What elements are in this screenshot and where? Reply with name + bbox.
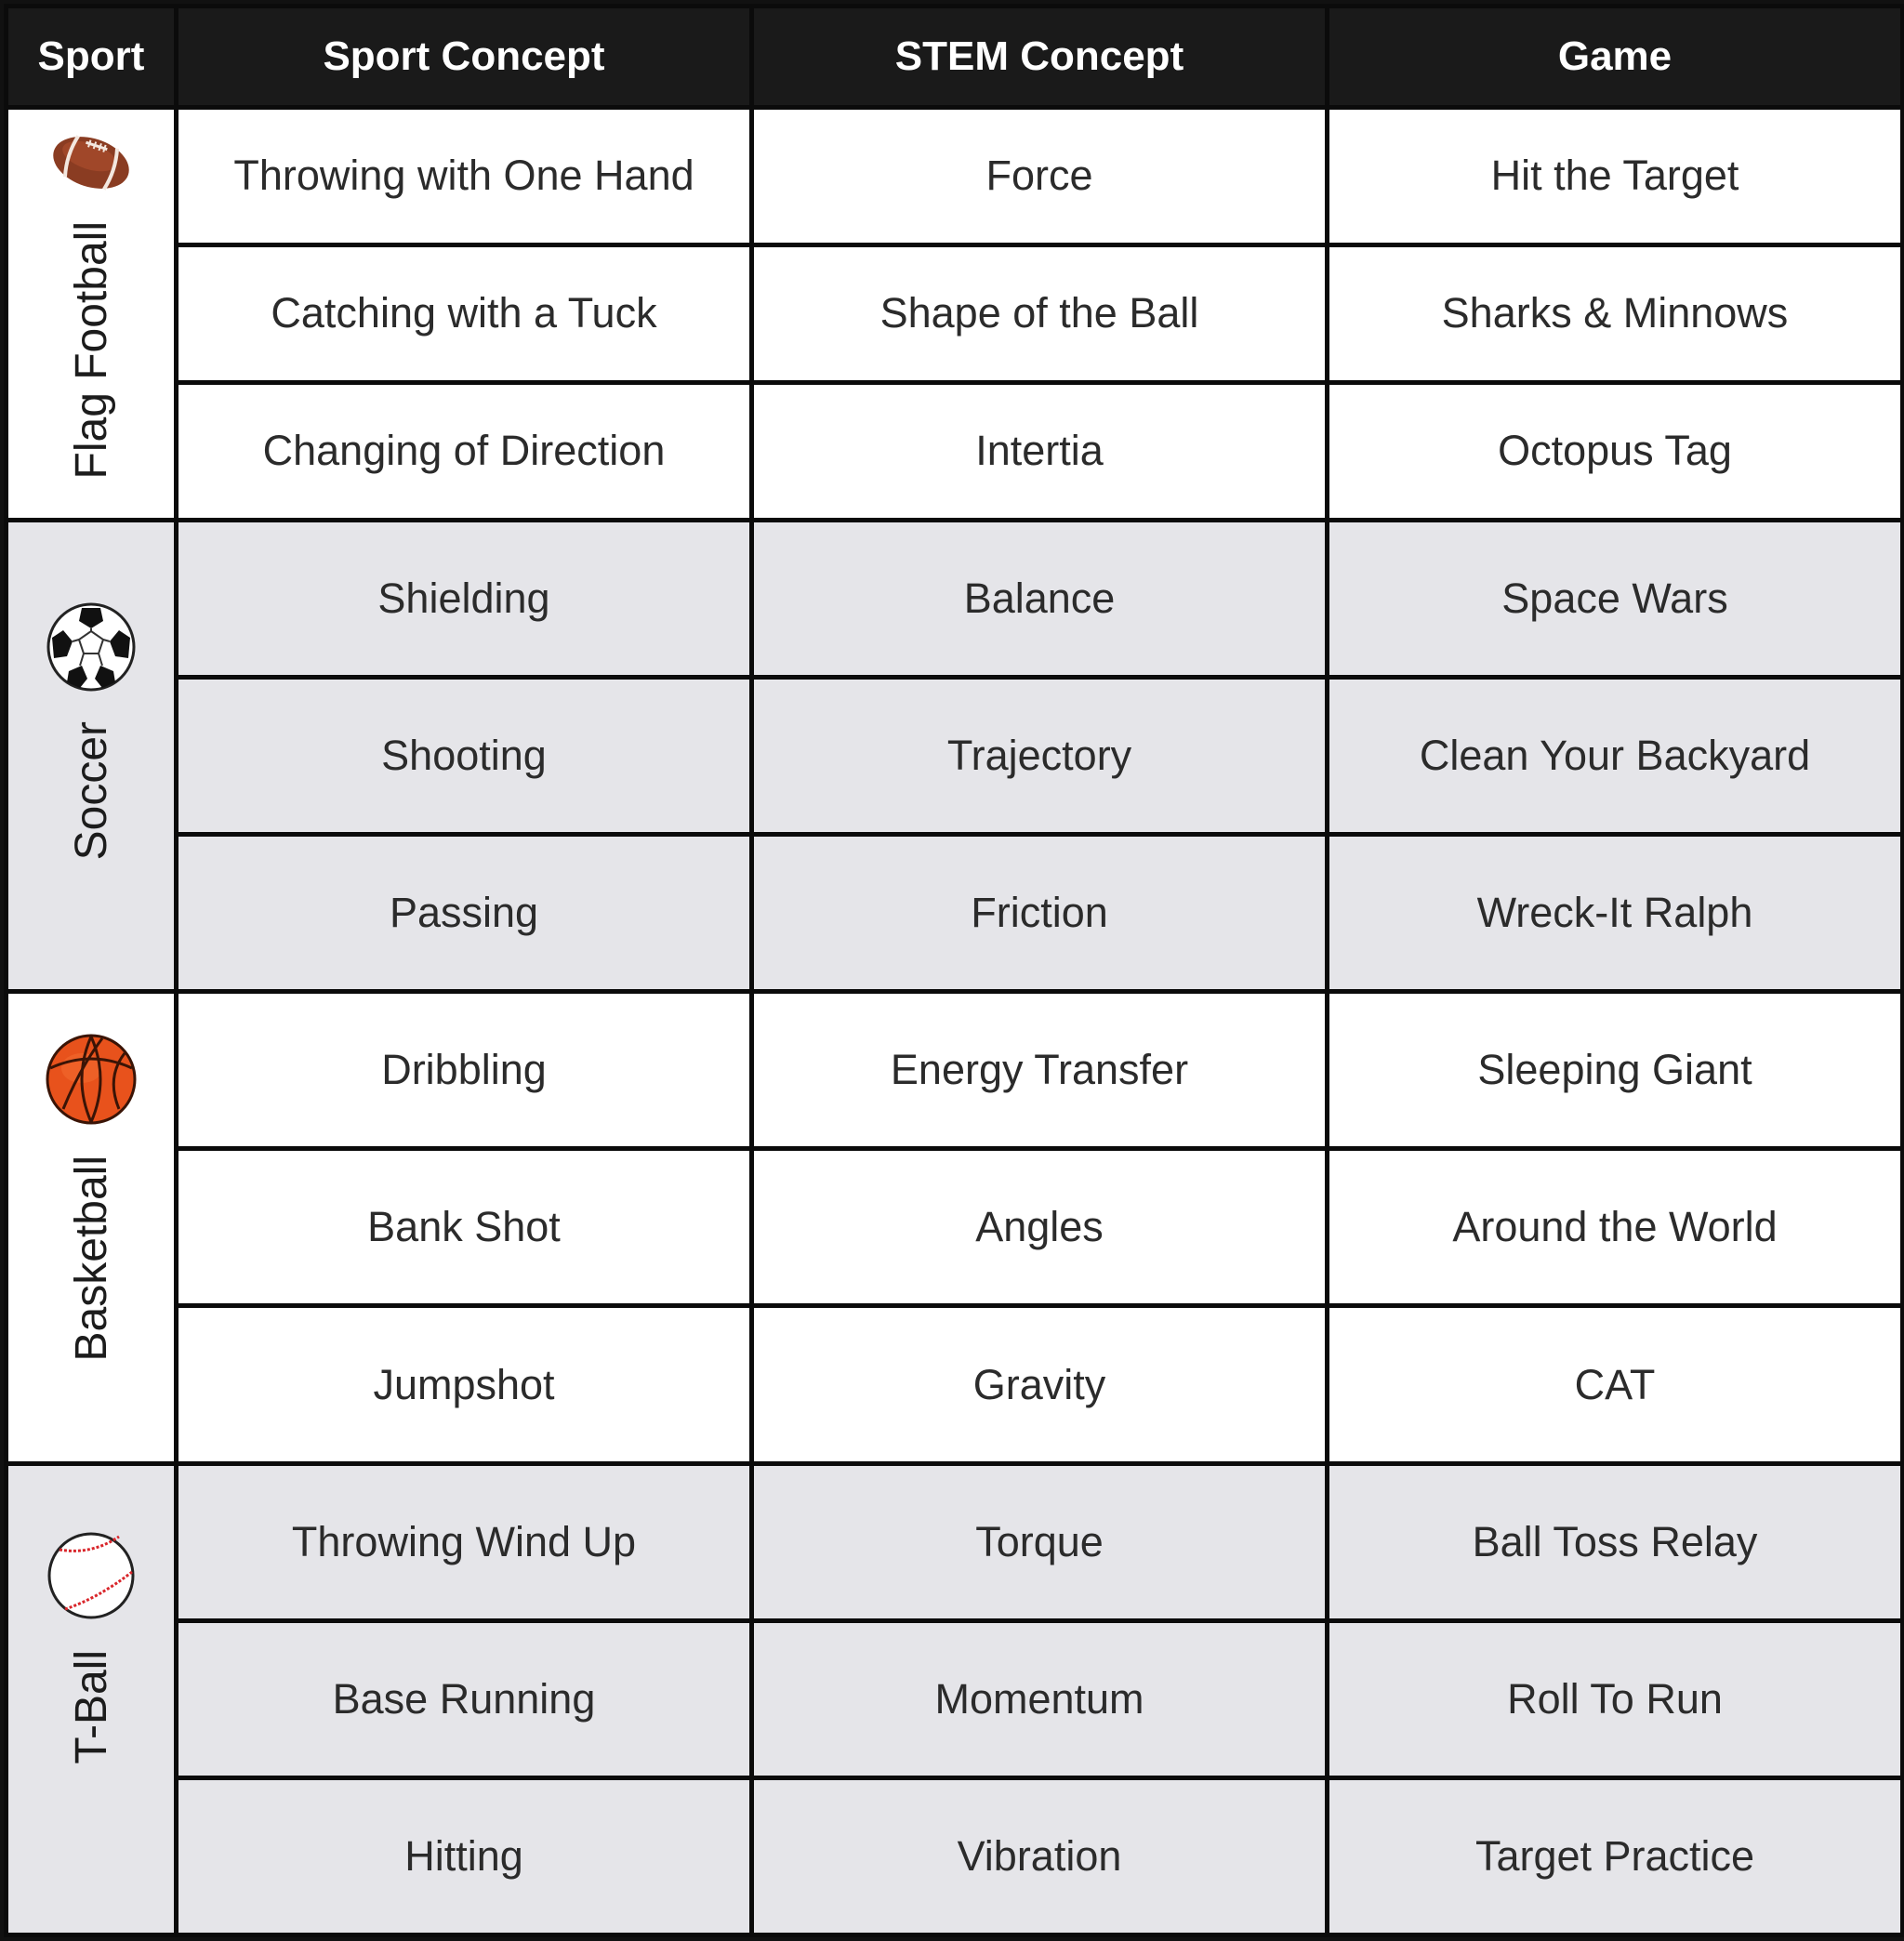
sport-label: Soccer xyxy=(66,720,116,861)
game-cell: Around the World xyxy=(1328,1149,1903,1306)
soccer-ball-icon xyxy=(45,601,138,693)
game-cell: CAT xyxy=(1328,1306,1903,1463)
header-sport-concept: Sport Concept xyxy=(177,7,752,108)
stem-concept-cell: Torque xyxy=(752,1463,1328,1620)
header-sport: Sport xyxy=(7,7,177,108)
stem-concept-cell: Shape of the Ball xyxy=(752,244,1328,382)
sport-label: T-Ball xyxy=(66,1649,116,1764)
table-row xyxy=(7,835,1903,992)
game-cell: Sharks & Minnows xyxy=(1328,244,1903,382)
table-row xyxy=(7,520,1903,677)
table-row xyxy=(7,1777,1903,1934)
sport-cell-soccer xyxy=(7,520,177,991)
sport-concept-cell: Shooting xyxy=(177,678,752,835)
stem-concept-cell: Energy Transfer xyxy=(752,992,1328,1149)
sport-concept-cell: Jumpshot xyxy=(177,1306,752,1463)
sport-label: Basketball xyxy=(66,1155,116,1362)
sport-concept-cell: Throwing with One Hand xyxy=(177,108,752,245)
stem-concept-cell: Angles xyxy=(752,1149,1328,1306)
sport-cell-basketball xyxy=(7,992,177,1463)
table-row xyxy=(7,678,1903,835)
header-game: Game xyxy=(1328,7,1903,108)
sport-concept-cell: Shielding xyxy=(177,520,752,677)
stem-concept-cell: Momentum xyxy=(752,1620,1328,1777)
basketball-icon xyxy=(45,1031,138,1128)
sport-concept-cell: Base Running xyxy=(177,1620,752,1777)
sport-cell-flag-football xyxy=(7,108,177,521)
table-row xyxy=(7,992,1903,1149)
table-row xyxy=(7,1306,1903,1463)
game-cell: Space Wars xyxy=(1328,520,1903,677)
header-stem-concept: STEM Concept xyxy=(752,7,1328,108)
baseball-icon xyxy=(46,1529,136,1622)
sport-concept-cell: Catching with a Tuck xyxy=(177,244,752,382)
football-icon xyxy=(48,132,134,193)
sport-cell-t-ball xyxy=(7,1463,177,1934)
sport-concept-cell: Hitting xyxy=(177,1777,752,1934)
stem-concept-cell: Vibration xyxy=(752,1777,1328,1934)
stem-concept-cell: Force xyxy=(752,108,1328,245)
game-cell: Wreck-It Ralph xyxy=(1328,835,1903,992)
game-cell: Octopus Tag xyxy=(1328,382,1903,520)
game-cell: Hit the Target xyxy=(1328,108,1903,245)
sport-concept-cell: Changing of Direction xyxy=(177,382,752,520)
game-cell: Clean Your Backyard xyxy=(1328,678,1903,835)
stem-concept-cell: Trajectory xyxy=(752,678,1328,835)
header-row xyxy=(7,7,1903,108)
sport-concept-cell: Throwing Wind Up xyxy=(177,1463,752,1620)
table-row xyxy=(7,1620,1903,1777)
sport-concept-cell: Passing xyxy=(177,835,752,992)
sports-stem-table xyxy=(4,4,1904,1937)
table-row xyxy=(7,1149,1903,1306)
game-cell: Roll To Run xyxy=(1328,1620,1903,1777)
game-cell: Ball Toss Relay xyxy=(1328,1463,1903,1620)
sport-concept-cell: Dribbling xyxy=(177,992,752,1149)
game-cell: Sleeping Giant xyxy=(1328,992,1903,1149)
stem-concept-cell: Gravity xyxy=(752,1306,1328,1463)
stem-concept-cell: Friction xyxy=(752,835,1328,992)
table-row xyxy=(7,244,1903,382)
stem-concept-cell: Balance xyxy=(752,520,1328,677)
stem-concept-cell: Intertia xyxy=(752,382,1328,520)
table-row xyxy=(7,108,1903,245)
game-cell: Target Practice xyxy=(1328,1777,1903,1934)
table-row xyxy=(7,382,1903,520)
sport-concept-cell: Bank Shot xyxy=(177,1149,752,1306)
sport-label: Flag Football xyxy=(66,221,116,480)
table-row xyxy=(7,1463,1903,1620)
